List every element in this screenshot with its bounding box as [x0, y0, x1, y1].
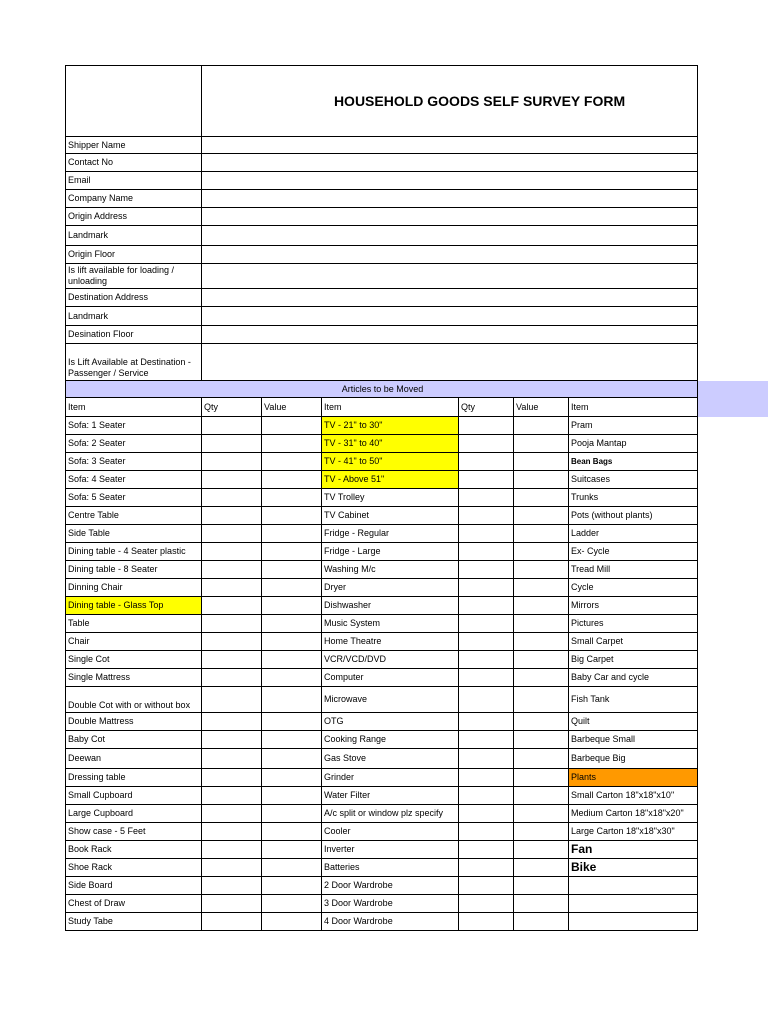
- article-qty-cell[interactable]: [459, 615, 514, 633]
- article-item-name: Small Carton 18"x18"x10": [569, 787, 698, 805]
- form-field-input[interactable]: [202, 172, 698, 190]
- article-item-name: Dinning Chair: [66, 579, 202, 597]
- article-row: [66, 453, 698, 471]
- form-field-row: [66, 289, 698, 307]
- article-qty-cell[interactable]: [459, 597, 514, 615]
- form-field-label: Company Name: [66, 190, 202, 208]
- article-item-name: Mirrors: [569, 597, 698, 615]
- article-qty-cell[interactable]: [202, 895, 262, 913]
- form-field-row: [66, 246, 698, 264]
- article-item-name: Water Filter: [322, 787, 459, 805]
- article-qty-cell[interactable]: [202, 859, 262, 877]
- form-field-label: Contact No: [66, 154, 202, 172]
- article-qty-cell[interactable]: [459, 525, 514, 543]
- article-item-name: Baby Cot: [66, 731, 202, 749]
- article-qty-cell[interactable]: [459, 669, 514, 687]
- form-field-label: Email: [66, 172, 202, 190]
- article-item-name: Fish Tank: [569, 687, 698, 713]
- article-qty-cell[interactable]: [459, 823, 514, 841]
- form-field-row: [66, 137, 698, 154]
- form-field-label: Origin Floor: [66, 246, 202, 264]
- article-row: [66, 651, 698, 669]
- article-item-name: 3 Door Wardrobe: [322, 895, 459, 913]
- article-item-name: Small Carpet: [569, 633, 698, 651]
- article-row: [66, 895, 698, 913]
- article-item-name: Bike: [569, 859, 698, 877]
- article-item-name: Dining table - 8 Seater: [66, 561, 202, 579]
- article-qty-cell[interactable]: [459, 633, 514, 651]
- form-field-label: Shipper Name: [66, 137, 202, 154]
- article-value-cell[interactable]: [514, 435, 569, 453]
- article-item-name: Table: [66, 615, 202, 633]
- article-value-cell[interactable]: [262, 877, 322, 895]
- article-item-name: A/c split or window plz specify: [322, 805, 459, 823]
- article-row: [66, 633, 698, 651]
- form-field-row: [66, 208, 698, 226]
- article-qty-cell[interactable]: [202, 633, 262, 651]
- article-item-name: Book Rack: [66, 841, 202, 859]
- article-item-name: Single Mattress: [66, 669, 202, 687]
- article-value-cell[interactable]: [514, 489, 569, 507]
- article-item-name: Baby Car and cycle: [569, 669, 698, 687]
- article-item-name: Chest of Draw: [66, 895, 202, 913]
- article-item-name: Ex- Cycle: [569, 543, 698, 561]
- article-value-cell[interactable]: [262, 841, 322, 859]
- article-item-name: Large Cupboard: [66, 805, 202, 823]
- article-item-name: Side Table: [66, 525, 202, 543]
- survey-table: [65, 65, 698, 931]
- article-value-cell[interactable]: [514, 823, 569, 841]
- article-value-cell[interactable]: [262, 417, 322, 435]
- article-value-cell[interactable]: [262, 615, 322, 633]
- article-item-name: Dryer: [322, 579, 459, 597]
- article-item-name: Shoe Rack: [66, 859, 202, 877]
- article-value-cell[interactable]: [262, 543, 322, 561]
- article-qty-cell[interactable]: [202, 615, 262, 633]
- article-qty-cell[interactable]: [202, 543, 262, 561]
- article-value-cell[interactable]: [514, 913, 569, 931]
- article-qty-cell[interactable]: [202, 597, 262, 615]
- article-row: [66, 669, 698, 687]
- form-field-label: Is lift available for loading / unloading: [66, 264, 202, 289]
- article-value-cell[interactable]: [514, 651, 569, 669]
- article-item-name: Pots (without plants): [569, 507, 698, 525]
- article-qty-cell[interactable]: [202, 471, 262, 489]
- article-qty-cell[interactable]: [459, 453, 514, 471]
- articles-header-row: [66, 398, 698, 417]
- article-qty-cell[interactable]: [202, 731, 262, 749]
- article-item-name: Cycle: [569, 579, 698, 597]
- article-value-cell[interactable]: [514, 471, 569, 489]
- article-row: [66, 561, 698, 579]
- article-value-cell[interactable]: [514, 687, 569, 713]
- article-value-cell[interactable]: [262, 913, 322, 931]
- article-qty-cell[interactable]: [202, 507, 262, 525]
- article-qty-cell[interactable]: [202, 417, 262, 435]
- article-value-cell[interactable]: [262, 471, 322, 489]
- article-qty-cell[interactable]: [459, 769, 514, 787]
- form-field-label: Landmark: [66, 307, 202, 326]
- article-row: [66, 805, 698, 823]
- article-value-cell[interactable]: [262, 713, 322, 731]
- article-value-cell[interactable]: [514, 749, 569, 769]
- article-value-cell[interactable]: [262, 633, 322, 651]
- article-value-cell[interactable]: [514, 507, 569, 525]
- article-item-name: Pictures: [569, 615, 698, 633]
- article-item-name: [569, 877, 698, 895]
- form-field-row: [66, 172, 698, 190]
- article-item-name: Ladder: [569, 525, 698, 543]
- article-item-name: Quilt: [569, 713, 698, 731]
- article-row: [66, 859, 698, 877]
- article-row: [66, 687, 698, 713]
- article-row: [66, 471, 698, 489]
- article-qty-cell[interactable]: [202, 713, 262, 731]
- article-item-name: TV - 21" to 30": [322, 417, 459, 435]
- article-qty-cell[interactable]: [459, 687, 514, 713]
- form-field-row: [66, 326, 698, 344]
- article-item-name: Deewan: [66, 749, 202, 769]
- article-row: [66, 525, 698, 543]
- article-item-name: Music System: [322, 615, 459, 633]
- article-row: [66, 769, 698, 787]
- article-row: [66, 731, 698, 749]
- article-row: [66, 749, 698, 769]
- article-qty-cell[interactable]: [202, 579, 262, 597]
- article-qty-cell[interactable]: [459, 651, 514, 669]
- article-qty-cell[interactable]: [202, 787, 262, 805]
- article-value-cell[interactable]: [262, 859, 322, 877]
- article-row: [66, 913, 698, 931]
- article-qty-cell[interactable]: [202, 669, 262, 687]
- article-item-name: Microwave: [322, 687, 459, 713]
- article-item-name: 2 Door Wardrobe: [322, 877, 459, 895]
- article-value-cell[interactable]: [262, 895, 322, 913]
- article-value-cell[interactable]: [262, 489, 322, 507]
- form-field-input[interactable]: [202, 226, 698, 246]
- col-header-qty-1: Qty: [202, 398, 262, 417]
- article-qty-cell[interactable]: [459, 913, 514, 931]
- article-row: [66, 823, 698, 841]
- article-row: [66, 841, 698, 859]
- article-item-name: Show case - 5 Feet: [66, 823, 202, 841]
- article-item-name: [569, 913, 698, 931]
- article-qty-cell[interactable]: [459, 895, 514, 913]
- article-item-name: Fan: [569, 841, 698, 859]
- article-value-cell[interactable]: [262, 823, 322, 841]
- article-value-cell[interactable]: [514, 579, 569, 597]
- article-item-name: Study Tabe: [66, 913, 202, 931]
- article-row: [66, 543, 698, 561]
- article-value-cell[interactable]: [262, 507, 322, 525]
- article-value-cell[interactable]: [514, 805, 569, 823]
- article-qty-cell[interactable]: [459, 713, 514, 731]
- article-row: [66, 597, 698, 615]
- article-item-name: Dressing table: [66, 769, 202, 787]
- article-item-name: Double Mattress: [66, 713, 202, 731]
- article-item-name: Computer: [322, 669, 459, 687]
- article-qty-cell[interactable]: [202, 823, 262, 841]
- article-item-name: Sofa: 2 Seater: [66, 435, 202, 453]
- form-field-input[interactable]: [202, 289, 698, 307]
- logo-cell: [66, 66, 202, 137]
- article-value-cell[interactable]: [514, 525, 569, 543]
- article-value-cell[interactable]: [262, 579, 322, 597]
- article-row: [66, 877, 698, 895]
- article-item-name: Pooja Mantap: [569, 435, 698, 453]
- article-qty-cell[interactable]: [459, 489, 514, 507]
- article-value-cell[interactable]: [514, 615, 569, 633]
- form-field-row: [66, 226, 698, 246]
- article-qty-cell[interactable]: [202, 877, 262, 895]
- article-value-cell[interactable]: [262, 687, 322, 713]
- article-value-cell[interactable]: [262, 787, 322, 805]
- article-value-cell[interactable]: [514, 769, 569, 787]
- form-field-label: Is Lift Available at Destination - Passenger / Service: [66, 344, 202, 381]
- form-field-input[interactable]: [202, 208, 698, 226]
- article-item-name: Barbeque Big: [569, 749, 698, 769]
- article-qty-cell[interactable]: [202, 435, 262, 453]
- article-item-name: Bean Bags: [569, 453, 698, 471]
- article-qty-cell[interactable]: [459, 471, 514, 489]
- form-field-row: [66, 307, 698, 326]
- form-field-label: Destination Address: [66, 289, 202, 307]
- article-qty-cell[interactable]: [459, 805, 514, 823]
- form-field-input[interactable]: [202, 264, 698, 289]
- article-value-cell[interactable]: [514, 841, 569, 859]
- article-qty-cell[interactable]: [202, 525, 262, 543]
- article-qty-cell[interactable]: [459, 561, 514, 579]
- article-qty-cell[interactable]: [459, 787, 514, 805]
- col-header-value-2: Value: [514, 398, 569, 417]
- article-value-cell[interactable]: [514, 787, 569, 805]
- article-item-name: Single Cot: [66, 651, 202, 669]
- form-field-row: [66, 190, 698, 208]
- article-item-name: Grinder: [322, 769, 459, 787]
- article-item-name: OTG: [322, 713, 459, 731]
- article-value-cell[interactable]: [262, 435, 322, 453]
- article-value-cell[interactable]: [514, 633, 569, 651]
- article-qty-cell[interactable]: [459, 749, 514, 769]
- article-item-name: TV Cabinet: [322, 507, 459, 525]
- form-field-label: Landmark: [66, 226, 202, 246]
- article-row: [66, 615, 698, 633]
- article-item-name: Dining table - 4 Seater plastic: [66, 543, 202, 561]
- article-value-cell[interactable]: [262, 453, 322, 471]
- form-field-label: Origin Address: [66, 208, 202, 226]
- form-field-row: [66, 264, 698, 289]
- article-item-name: TV - 41" to 50": [322, 453, 459, 471]
- col-header-value-1: Value: [262, 398, 322, 417]
- article-item-name: 4 Door Wardrobe: [322, 913, 459, 931]
- article-value-cell[interactable]: [514, 713, 569, 731]
- article-item-name: [569, 895, 698, 913]
- article-qty-cell[interactable]: [459, 877, 514, 895]
- article-value-cell[interactable]: [514, 895, 569, 913]
- article-item-name: Batteries: [322, 859, 459, 877]
- article-row: [66, 507, 698, 525]
- article-value-cell[interactable]: [514, 877, 569, 895]
- article-qty-cell[interactable]: [202, 453, 262, 471]
- col-header-item-3: Item: [569, 398, 698, 417]
- col-header-qty-2: Qty: [459, 398, 514, 417]
- col-header-item-1: Item: [66, 398, 202, 417]
- article-qty-cell[interactable]: [459, 543, 514, 561]
- header-band-extension: [697, 381, 768, 417]
- article-qty-cell[interactable]: [459, 435, 514, 453]
- article-qty-cell[interactable]: [202, 749, 262, 769]
- article-item-name: Double Cot with or without box: [66, 687, 202, 713]
- article-item-name: Suitcases: [569, 471, 698, 489]
- article-value-cell[interactable]: [514, 453, 569, 471]
- article-value-cell[interactable]: [514, 561, 569, 579]
- article-item-name: VCR/VCD/DVD: [322, 651, 459, 669]
- article-qty-cell[interactable]: [202, 841, 262, 859]
- article-qty-cell[interactable]: [459, 507, 514, 525]
- article-item-name: Dishwasher: [322, 597, 459, 615]
- article-value-cell[interactable]: [514, 669, 569, 687]
- form-field-input[interactable]: [202, 326, 698, 344]
- article-item-name: Large Carton 18"x18"x30": [569, 823, 698, 841]
- article-item-name: Home Theatre: [322, 633, 459, 651]
- article-item-name: TV - Above 51": [322, 471, 459, 489]
- article-row: [66, 713, 698, 731]
- article-item-name: Small Cupboard: [66, 787, 202, 805]
- article-item-name: Pram: [569, 417, 698, 435]
- article-value-cell[interactable]: [262, 525, 322, 543]
- article-value-cell[interactable]: [262, 769, 322, 787]
- form-field-input[interactable]: [202, 344, 698, 381]
- article-item-name: Sofa: 4 Seater: [66, 471, 202, 489]
- article-value-cell[interactable]: [262, 561, 322, 579]
- article-item-name: Gas Stove: [322, 749, 459, 769]
- article-value-cell[interactable]: [262, 805, 322, 823]
- article-value-cell[interactable]: [262, 731, 322, 749]
- article-item-name: Chair: [66, 633, 202, 651]
- article-row: [66, 417, 698, 435]
- article-item-name: Sofa: 3 Seater: [66, 453, 202, 471]
- article-value-cell[interactable]: [514, 543, 569, 561]
- article-value-cell[interactable]: [262, 669, 322, 687]
- form-field-input[interactable]: [202, 154, 698, 172]
- article-row: [66, 787, 698, 805]
- article-value-cell[interactable]: [262, 749, 322, 769]
- articles-section-title: Articles to be Moved: [66, 381, 698, 398]
- article-item-name: Cooking Range: [322, 731, 459, 749]
- article-item-name: Barbeque Small: [569, 731, 698, 749]
- form-title: HOUSEHOLD GOODS SELF SURVEY FORM: [202, 66, 698, 137]
- article-qty-cell[interactable]: [202, 687, 262, 713]
- article-item-name: Side Board: [66, 877, 202, 895]
- article-value-cell[interactable]: [514, 859, 569, 877]
- article-item-name: Tread Mill: [569, 561, 698, 579]
- article-value-cell[interactable]: [514, 731, 569, 749]
- article-qty-cell[interactable]: [459, 417, 514, 435]
- article-item-name: Sofa: 5 Seater: [66, 489, 202, 507]
- article-item-name: Centre Table: [66, 507, 202, 525]
- article-item-name: Dining table - Glass Top: [66, 597, 202, 615]
- article-qty-cell[interactable]: [202, 805, 262, 823]
- article-qty-cell[interactable]: [202, 651, 262, 669]
- col-header-item-2: Item: [322, 398, 459, 417]
- article-item-name: Trunks: [569, 489, 698, 507]
- article-item-name: TV Trolley: [322, 489, 459, 507]
- article-item-name: Sofa: 1 Seater: [66, 417, 202, 435]
- article-item-name: Big Carpet: [569, 651, 698, 669]
- form-field-input[interactable]: [202, 190, 698, 208]
- article-qty-cell[interactable]: [202, 769, 262, 787]
- article-value-cell[interactable]: [262, 651, 322, 669]
- article-item-name: TV - 31" to 40": [322, 435, 459, 453]
- survey-form: [65, 65, 697, 931]
- form-field-input[interactable]: [202, 137, 698, 154]
- article-item-name: Washing M/c: [322, 561, 459, 579]
- article-value-cell[interactable]: [262, 597, 322, 615]
- article-qty-cell[interactable]: [202, 913, 262, 931]
- article-qty-cell[interactable]: [459, 859, 514, 877]
- form-field-input[interactable]: [202, 246, 698, 264]
- article-item-name: Plants: [569, 769, 698, 787]
- article-row: [66, 579, 698, 597]
- form-field-row: [66, 154, 698, 172]
- form-field-input[interactable]: [202, 307, 698, 326]
- article-item-name: Fridge - Large: [322, 543, 459, 561]
- article-row: [66, 435, 698, 453]
- article-qty-cell[interactable]: [459, 579, 514, 597]
- form-field-row: [66, 344, 698, 381]
- article-qty-cell[interactable]: [202, 561, 262, 579]
- article-item-name: Inverter: [322, 841, 459, 859]
- article-item-name: Cooler: [322, 823, 459, 841]
- form-field-label: Desination Floor: [66, 326, 202, 344]
- article-qty-cell[interactable]: [459, 731, 514, 749]
- article-qty-cell[interactable]: [202, 489, 262, 507]
- article-row: [66, 489, 698, 507]
- article-value-cell[interactable]: [514, 597, 569, 615]
- article-item-name: Fridge - Regular: [322, 525, 459, 543]
- article-qty-cell[interactable]: [459, 841, 514, 859]
- article-value-cell[interactable]: [514, 417, 569, 435]
- article-item-name: Medium Carton 18"x18"x20": [569, 805, 698, 823]
